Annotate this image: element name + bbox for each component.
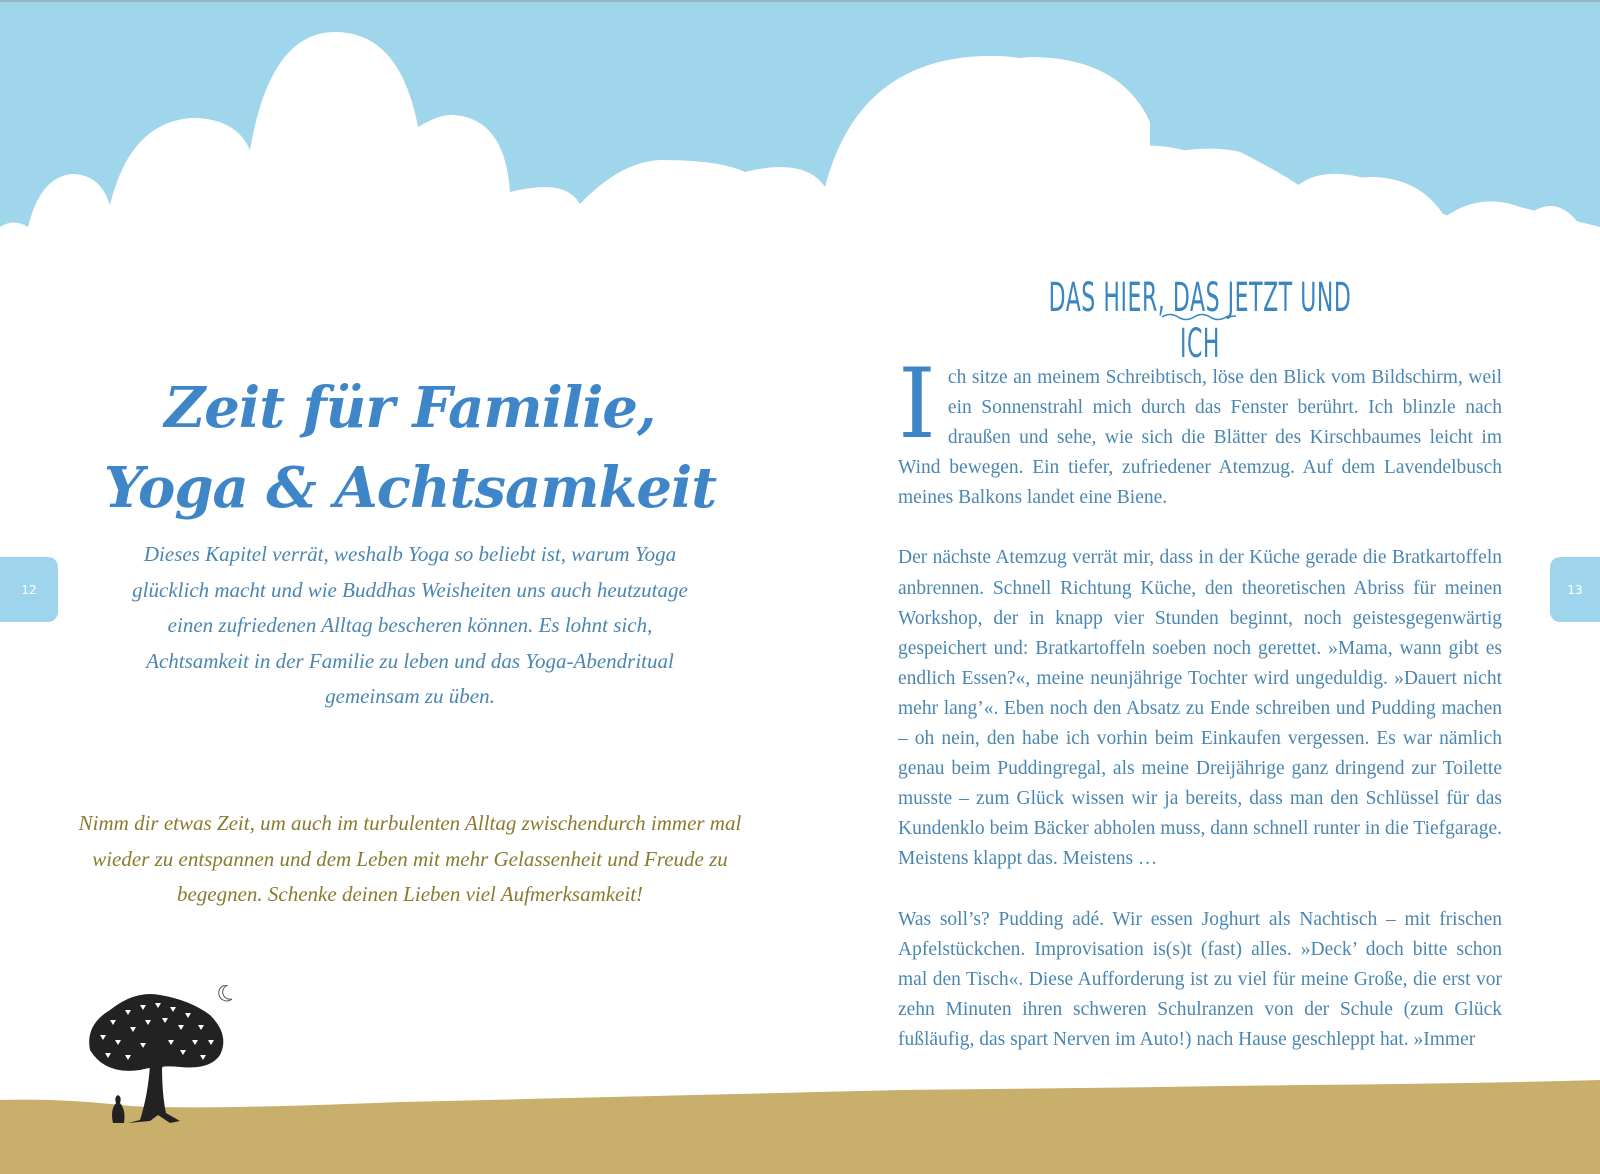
page-number-right: [1550, 557, 1600, 622]
chapter-intro: Dieses Kapitel verrät, weshalb Yoga so beliebt ist, warum Yoga glücklich macht und wie Buddhas Weisheiten uns auch heutzutage einen zufriedenen Alltag bescheren können. Es lohnt sich, Achtsamkeit in der Familie zu leben und das Yoga-Abendritual gemeinsam zu üben.: [132, 542, 688, 709]
chapter-title-line-2: Yoga & Achtsamkeit: [103, 454, 717, 521]
ground-illustration: [0, 1080, 1600, 1174]
wave-ornament-icon: [1160, 310, 1238, 322]
paragraph-3: Was soll’s? Pudding adé. Wir essen Joghurt als Nachtisch – mit frischen Apfelstückchen. Improvisation is(s)t (fast) alles. »Deck’ doch bitte schon mal den Tisch«. Diese Aufforderung ist zu viel für meine Große, die erst vor zehn Minuten ihren schweren Schulranzen von der Schule (zum Glück fußläufig, das spart Nerven im Auto!) nach Hause geschleppt hat. »Immer: [898, 908, 1502, 1050]
tree-icon: [89, 994, 223, 1123]
chapter-title: [80, 368, 740, 528]
tree-illustration: [80, 985, 240, 1135]
meditating-figure-icon: [112, 1095, 125, 1123]
chapter-callout: Nimm dir etwas Zeit, um auch im turbulenten Alltag zwischendurch immer mal wieder zu entspannen und dem Leben mit mehr Gelassenheit und Freude zu begegnen. Schenke deinen Lieben viel Aufmerksamkeit!: [78, 811, 742, 907]
moon-icon: [219, 985, 232, 1001]
page-number-right-label: 13: [1567, 582, 1583, 597]
page-number-left-label: 12: [21, 582, 37, 597]
drop-cap: I: [898, 348, 936, 460]
paragraph-2: Der nächste Atemzug verrät mir, dass in der Küche gerade die Bratkartoffeln anbrennen. Schnell Richtung Küche, den theoretischen Abriss für meinen Workshop, der in knapp vier Stunden beginnt, noch geistesgegenwärtig gespeichert und: Bratkartoffeln soeben noch gerettet. »Mama, wann gibt es endlich Essen?«, meine neunjährige Tochter wird ungeduldig. »Dauert nicht mehr lang’«. Eben noch den Absatz zu Ende schreiben und Pudding machen – oh nein, den habe ich vorhin beim Einkaufen vergessen. Es war nämlich genau beim Puddingregal, als meine Dreijährige ganz dringend zur Toilette musste – zum Glück wissen wir ja bereits, dass man den Schlüssel für das Kundenklo beim Bäcker abholen muss, dann schnell runter in die Tiefgarage. Meistens klappt das. Meistens …: [898, 547, 1502, 870]
chapter-title-line-1: Zeit für Familie,: [164, 374, 656, 441]
body-text: [898, 348, 1502, 1085]
paragraph-1-text: ch sitze an meinem Schreibtisch, löse den Blick vom Bildschirm, weil ein Sonnenstrahl mich durch das Fenster berührt. Ich blinzle nach draußen und sehe, wie sich die Blätter des Kirschbaumes leicht im Wind bewegen. Ein tiefer, zufriedener Atemzug. Auf dem Lavendelbusch meines Balkons landet eine Biene.: [898, 367, 1502, 509]
page-number-left: [0, 557, 58, 622]
section-heading: DAS HIER, DAS JETZT UND ICH: [1048, 275, 1352, 368]
paragraph-1: [898, 348, 1502, 513]
sky-clouds-illustration: [0, 2, 1600, 262]
